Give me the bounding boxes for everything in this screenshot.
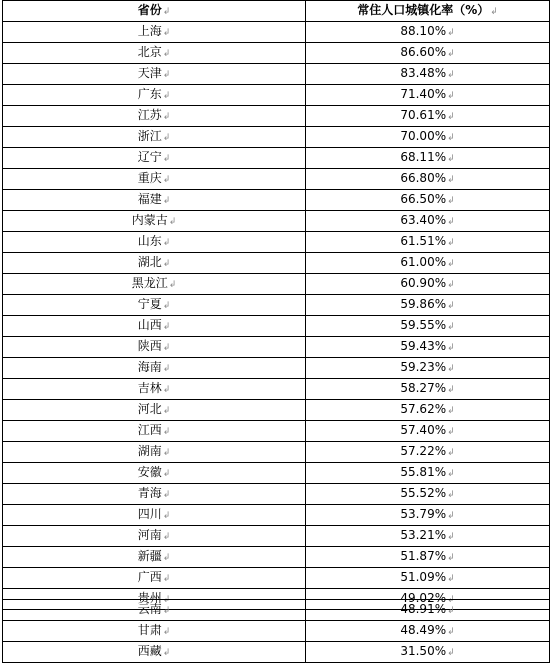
rate-cell: 59.23%↲ bbox=[306, 358, 550, 379]
table-row bbox=[3, 547, 550, 568]
rate-cell: 55.81%↲ bbox=[306, 463, 550, 484]
table-row bbox=[3, 253, 550, 274]
province-cell: 上海↲ bbox=[3, 22, 306, 43]
paragraph-mark-icon: ↲ bbox=[162, 532, 171, 542]
paragraph-mark-icon: ↲ bbox=[162, 196, 171, 206]
province-cell: 宁夏↲ bbox=[3, 295, 306, 316]
province-cell: 安徽↲ bbox=[3, 463, 306, 484]
paragraph-mark-icon: ↲ bbox=[447, 322, 455, 332]
province-cell: 湖南↲ bbox=[3, 442, 306, 463]
paragraph-mark-icon: ↲ bbox=[162, 606, 171, 616]
province-cell: 江苏↲ bbox=[3, 106, 306, 127]
rate-cell: 66.50%↲ bbox=[306, 190, 550, 211]
paragraph-mark-icon: ↲ bbox=[447, 133, 455, 143]
rate-cell: 57.62%↲ bbox=[306, 400, 550, 421]
table-row bbox=[3, 421, 550, 442]
table-row bbox=[3, 379, 550, 400]
table-row bbox=[3, 526, 550, 547]
province-cell: 陕西↲ bbox=[3, 337, 306, 358]
paragraph-mark-icon: ↲ bbox=[447, 532, 455, 542]
rate-cell: 70.61%↲ bbox=[306, 106, 550, 127]
table-row bbox=[3, 106, 550, 127]
paragraph-mark-icon: ↲ bbox=[447, 112, 455, 122]
paragraph-mark-icon: ↲ bbox=[447, 385, 455, 395]
paragraph-mark-icon: ↲ bbox=[447, 154, 455, 164]
rate-cell: 51.09%↲ bbox=[306, 568, 550, 589]
paragraph-mark-icon: ↲ bbox=[162, 364, 171, 374]
paragraph-mark-icon: ↲ bbox=[162, 112, 171, 122]
rate-cell: 63.40%↲ bbox=[306, 211, 550, 232]
province-cell: 青海↲ bbox=[3, 484, 306, 505]
paragraph-mark-icon: ↲ bbox=[490, 7, 498, 17]
rate-cell: 61.00%↲ bbox=[306, 253, 550, 274]
paragraph-mark-icon: ↲ bbox=[447, 490, 455, 500]
table-row bbox=[3, 148, 550, 169]
province-cell: 贵州↲ bbox=[3, 589, 306, 610]
province-cell: 福建↲ bbox=[3, 190, 306, 211]
rate-cell: 66.80%↲ bbox=[306, 169, 550, 190]
rate-cell: 31.50%↲ bbox=[306, 642, 550, 663]
paragraph-mark-icon: ↲ bbox=[447, 175, 455, 185]
table-row bbox=[3, 190, 550, 211]
province-cell: 西藏↲ bbox=[3, 642, 306, 663]
paragraph-mark-icon: ↲ bbox=[162, 70, 171, 80]
paragraph-mark-icon: ↲ bbox=[162, 343, 171, 353]
province-cell: 浙江↲ bbox=[3, 127, 306, 148]
paragraph-mark-icon: ↲ bbox=[447, 553, 455, 563]
paragraph-mark-icon: ↲ bbox=[447, 280, 455, 290]
rate-cell: 55.52%↲ bbox=[306, 484, 550, 505]
paragraph-mark-icon: ↲ bbox=[162, 595, 171, 605]
table-body bbox=[3, 600, 550, 663]
urbanization-table bbox=[2, 0, 550, 610]
rate-cell: 53.79%↲ bbox=[306, 505, 550, 526]
paragraph-mark-icon: ↲ bbox=[162, 427, 171, 437]
province-cell: 四川↲ bbox=[3, 505, 306, 526]
province-cell: 河南↲ bbox=[3, 526, 306, 547]
paragraph-mark-icon: ↲ bbox=[162, 553, 171, 563]
province-cell: 广西↲ bbox=[3, 568, 306, 589]
table-row bbox=[3, 22, 550, 43]
paragraph-mark-icon: ↲ bbox=[162, 648, 171, 658]
rate-cell: 59.43%↲ bbox=[306, 337, 550, 358]
rate-cell: 53.21%↲ bbox=[306, 526, 550, 547]
paragraph-mark-icon: ↲ bbox=[162, 301, 171, 311]
paragraph-mark-icon: ↲ bbox=[162, 385, 171, 395]
table-row bbox=[3, 505, 550, 526]
table-row bbox=[3, 484, 550, 505]
rate-cell: 88.10%↲ bbox=[306, 22, 550, 43]
rate-column-header: 常住人口城镇化率（%）↲ bbox=[306, 1, 550, 22]
paragraph-mark-icon: ↲ bbox=[447, 406, 455, 416]
rate-cell: 48.49%↲ bbox=[306, 621, 550, 642]
table-row bbox=[3, 400, 550, 421]
rate-cell: 68.11%↲ bbox=[306, 148, 550, 169]
paragraph-mark-icon: ↲ bbox=[447, 469, 455, 479]
paragraph-mark-icon: ↲ bbox=[447, 627, 455, 637]
province-column-header: 省份↲ bbox=[3, 1, 306, 22]
rate-cell: 61.51%↲ bbox=[306, 232, 550, 253]
table-row bbox=[3, 64, 550, 85]
rate-cell: 60.90%↲ bbox=[306, 274, 550, 295]
province-cell: 广东↲ bbox=[3, 85, 306, 106]
province-cell: 黑龙江↲ bbox=[3, 274, 306, 295]
paragraph-mark-icon: ↲ bbox=[447, 28, 455, 38]
rate-cell: 86.60%↲ bbox=[306, 43, 550, 64]
table-row bbox=[3, 442, 550, 463]
paragraph-mark-icon: ↲ bbox=[162, 448, 171, 458]
rate-cell: 57.40%↲ bbox=[306, 421, 550, 442]
rate-cell: 58.27%↲ bbox=[306, 379, 550, 400]
table-row bbox=[3, 337, 550, 358]
paragraph-mark-icon: ↲ bbox=[168, 280, 177, 290]
paragraph-mark-icon: ↲ bbox=[162, 49, 171, 59]
province-cell: 山西↲ bbox=[3, 316, 306, 337]
paragraph-mark-icon: ↲ bbox=[447, 448, 455, 458]
province-cell: 海南↲ bbox=[3, 358, 306, 379]
table-row bbox=[3, 127, 550, 148]
paragraph-mark-icon: ↲ bbox=[162, 490, 171, 500]
paragraph-mark-icon: ↲ bbox=[162, 511, 171, 521]
paragraph-mark-icon: ↲ bbox=[447, 49, 455, 59]
table-row bbox=[3, 642, 550, 663]
table-row bbox=[3, 232, 550, 253]
table-row bbox=[3, 274, 550, 295]
table-row bbox=[3, 316, 550, 337]
paragraph-mark-icon: ↲ bbox=[447, 364, 455, 374]
paragraph-mark-icon: ↲ bbox=[162, 175, 171, 185]
table-row bbox=[3, 211, 550, 232]
province-cell: 河北↲ bbox=[3, 400, 306, 421]
paragraph-mark-icon: ↲ bbox=[162, 406, 171, 416]
paragraph-mark-icon: ↲ bbox=[447, 595, 455, 605]
paragraph-mark-icon: ↲ bbox=[162, 469, 171, 479]
province-cell: 内蒙古↲ bbox=[3, 211, 306, 232]
paragraph-mark-icon: ↲ bbox=[447, 427, 455, 437]
table-body bbox=[3, 22, 550, 610]
rate-cell: 57.22%↲ bbox=[306, 442, 550, 463]
table-row bbox=[3, 85, 550, 106]
province-cell: 重庆↲ bbox=[3, 169, 306, 190]
rate-cell: 70.00%↲ bbox=[306, 127, 550, 148]
rate-cell: 71.40%↲ bbox=[306, 85, 550, 106]
header-row bbox=[3, 1, 550, 22]
table-row bbox=[3, 600, 550, 621]
paragraph-mark-icon: ↲ bbox=[447, 91, 455, 101]
paragraph-mark-icon: ↲ bbox=[162, 154, 171, 164]
province-cell: 天津↲ bbox=[3, 64, 306, 85]
paragraph-mark-icon: ↲ bbox=[162, 574, 171, 584]
paragraph-mark-icon: ↲ bbox=[447, 217, 455, 227]
paragraph-mark-icon: ↲ bbox=[162, 322, 171, 332]
paragraph-mark-icon: ↲ bbox=[447, 511, 455, 521]
paragraph-mark-icon: ↲ bbox=[447, 259, 455, 269]
paragraph-mark-icon: ↲ bbox=[447, 70, 455, 80]
paragraph-mark-icon: ↲ bbox=[447, 301, 455, 311]
table-row bbox=[3, 463, 550, 484]
province-cell: 吉林↲ bbox=[3, 379, 306, 400]
rate-cell: 83.48%↲ bbox=[306, 64, 550, 85]
paragraph-mark-icon: ↲ bbox=[447, 648, 455, 658]
province-cell: 云南↲ bbox=[3, 600, 306, 621]
province-cell: 辽宁↲ bbox=[3, 148, 306, 169]
paragraph-mark-icon: ↲ bbox=[447, 238, 455, 248]
urbanization-table-continued bbox=[2, 599, 550, 663]
paragraph-mark-icon: ↲ bbox=[447, 196, 455, 206]
paragraph-mark-icon: ↲ bbox=[162, 259, 171, 269]
table-row bbox=[3, 358, 550, 379]
table-row bbox=[3, 568, 550, 589]
paragraph-mark-icon: ↲ bbox=[162, 91, 171, 101]
rate-cell: 48.91%↲ bbox=[306, 600, 550, 621]
province-cell: 甘肃↲ bbox=[3, 621, 306, 642]
paragraph-mark-icon: ↲ bbox=[162, 133, 171, 143]
table-row bbox=[3, 169, 550, 190]
province-cell: 湖北↲ bbox=[3, 253, 306, 274]
paragraph-mark-icon: ↲ bbox=[447, 343, 455, 353]
paragraph-mark-icon: ↲ bbox=[447, 574, 455, 584]
paragraph-mark-icon: ↲ bbox=[162, 28, 171, 38]
rate-cell: 59.55%↲ bbox=[306, 316, 550, 337]
paragraph-mark-icon: ↲ bbox=[162, 238, 171, 248]
table-row bbox=[3, 621, 550, 642]
province-cell: 山东↲ bbox=[3, 232, 306, 253]
rate-cell: 49.02%↲ bbox=[306, 589, 550, 610]
table-row bbox=[3, 295, 550, 316]
paragraph-mark-icon: ↲ bbox=[162, 627, 171, 637]
table-row bbox=[3, 43, 550, 64]
rate-cell: 51.87%↲ bbox=[306, 547, 550, 568]
province-cell: 江西↲ bbox=[3, 421, 306, 442]
rate-cell: 59.86%↲ bbox=[306, 295, 550, 316]
province-cell: 新疆↲ bbox=[3, 547, 306, 568]
paragraph-mark-icon: ↲ bbox=[447, 606, 455, 616]
province-cell: 北京↲ bbox=[3, 43, 306, 64]
paragraph-mark-icon: ↲ bbox=[162, 7, 171, 17]
paragraph-mark-icon: ↲ bbox=[168, 217, 177, 227]
